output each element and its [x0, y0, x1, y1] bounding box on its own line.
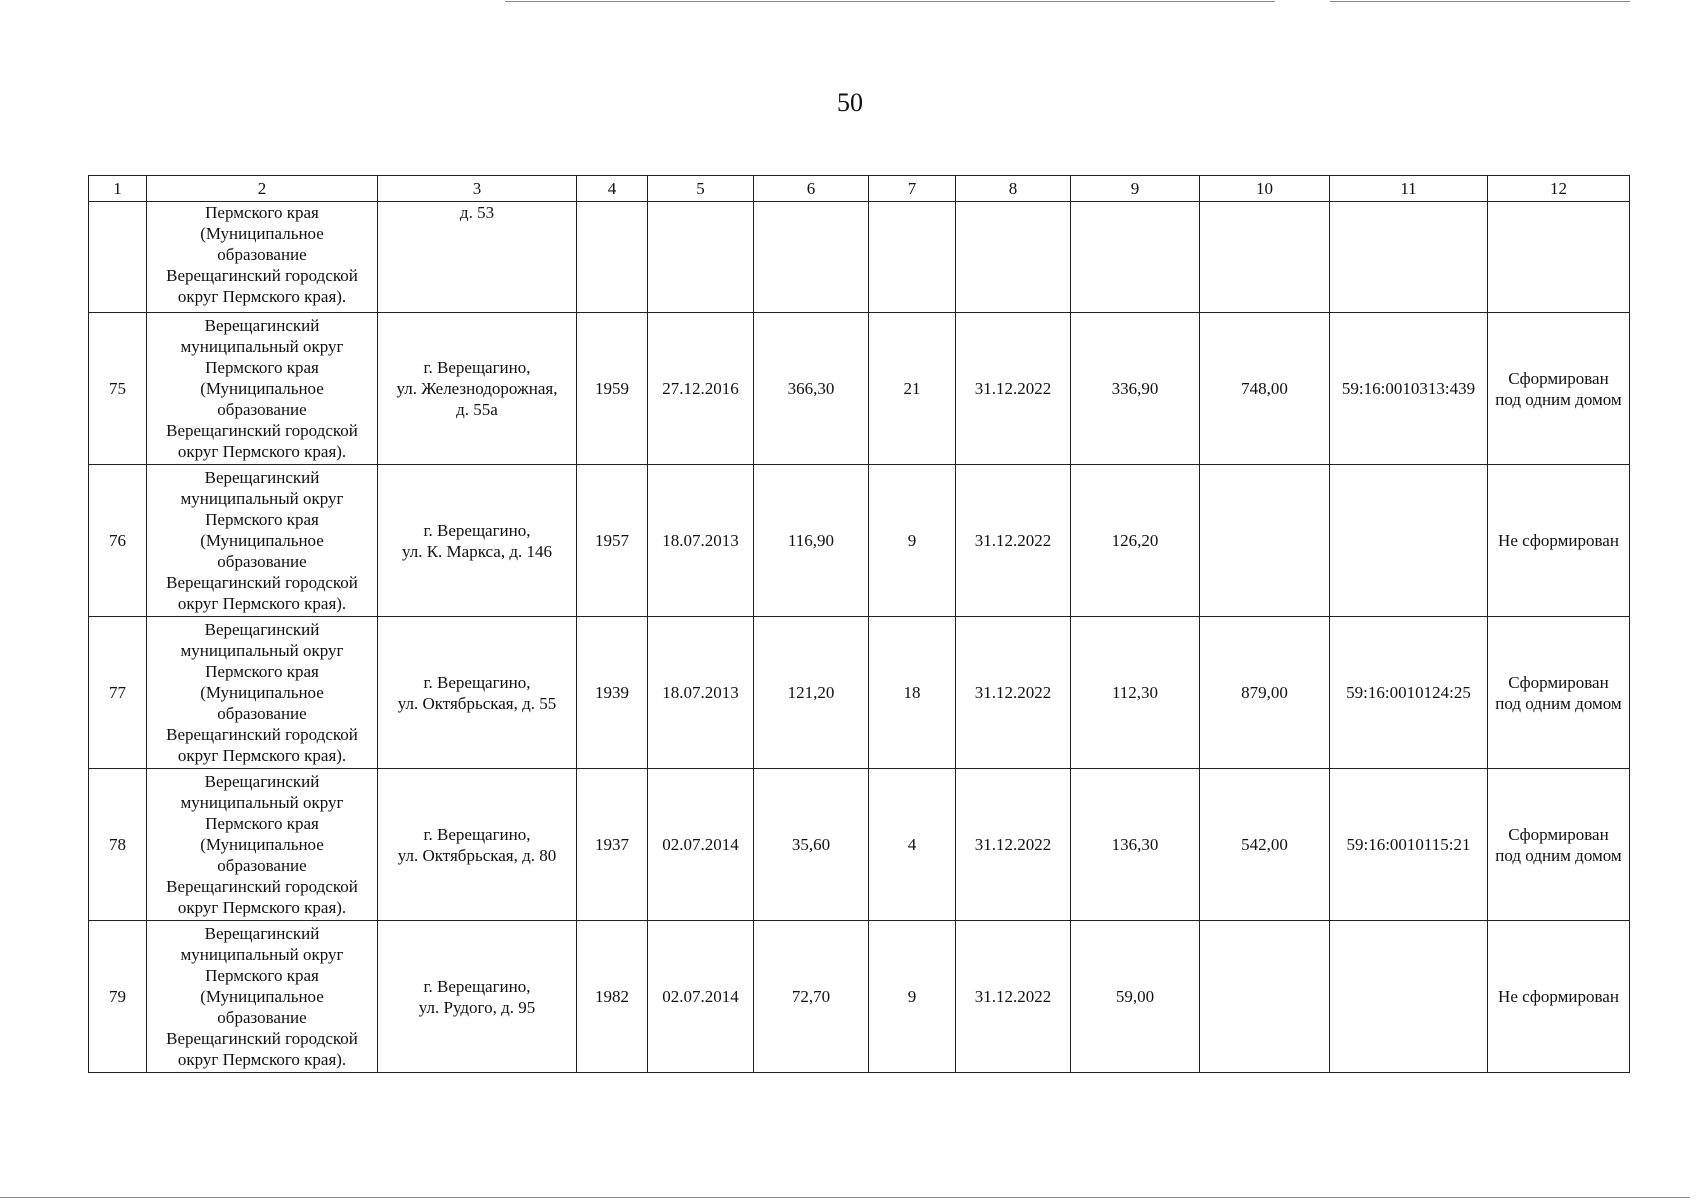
municipality-cell-line: Пермского края [205, 510, 319, 529]
row-number-cell: 79 [89, 921, 147, 1073]
address-cell-line: д. 53 [459, 203, 495, 222]
residents-cell: 9 [869, 465, 956, 617]
year-built-cell: 1937 [577, 769, 648, 921]
area-value-cell: 136,30 [1071, 769, 1200, 921]
cadastral-number-cell: 59:16:0010313:439 [1330, 313, 1488, 465]
cadastral-number-cell: 59:16:0010124:25 [1330, 617, 1488, 769]
address-cell [378, 313, 577, 465]
date-cell: 02.07.2014 [648, 921, 754, 1073]
land-area-cell [1200, 465, 1330, 617]
municipality-cell-line: муниципальный округ [180, 337, 344, 356]
municipality-cell [147, 769, 378, 921]
column-number-6: 6 [754, 176, 869, 202]
municipality-cell-line: муниципальный округ [180, 793, 344, 812]
year-built-cell: 1982 [577, 921, 648, 1073]
municipality-cell-line: муниципальный округ [180, 489, 344, 508]
area-value-cell: 59,00 [1071, 921, 1200, 1073]
municipality-cell-line: Верещагинский городской [166, 1029, 358, 1048]
municipality-cell-line: образование [217, 245, 307, 264]
municipality-cell-line: Верещагинский [204, 316, 320, 335]
municipality-cell-line: Верещагинский городской [166, 266, 358, 285]
row-number-cell: 75 [89, 313, 147, 465]
address-cell-line: ул. К. Маркса, д. 146 [401, 541, 553, 561]
address-cell-line: ул. Октябрьская, д. 55 [397, 693, 557, 713]
column-number-7: 7 [869, 176, 956, 202]
cadastral-number-cell [1330, 921, 1488, 1073]
municipality-cell-line: округ Пермского края). [177, 594, 347, 613]
date-cell: 02.07.2014 [648, 769, 754, 921]
address-cell-line: ул. Рудого, д. 95 [418, 997, 536, 1017]
column-number-9: 9 [1071, 176, 1200, 202]
registry-table [88, 175, 1630, 1073]
column-number-row [89, 176, 1630, 202]
municipality-cell-line: муниципальный округ [180, 945, 344, 964]
address-cell [378, 769, 577, 921]
land-area-cell [1200, 202, 1330, 313]
land-area-cell [1200, 921, 1330, 1073]
land-status-cell [1488, 921, 1630, 1073]
deadline-cell [956, 202, 1071, 313]
area-cell: 366,30 [754, 313, 869, 465]
address-cell [378, 465, 577, 617]
municipality-cell-line: Верещагинский [204, 620, 320, 639]
area-value-cell: 112,30 [1071, 617, 1200, 769]
column-number-2: 2 [147, 176, 378, 202]
area-value-cell: 336,90 [1071, 313, 1200, 465]
municipality-cell-line: Верещагинский городской [166, 421, 358, 440]
column-number-4: 4 [577, 176, 648, 202]
area-cell [754, 202, 869, 313]
address-cell [378, 921, 577, 1073]
municipality-cell-line: Пермского края [205, 966, 319, 985]
municipality-cell-line: Верещагинский [204, 468, 320, 487]
municipality-cell-line: (Муниципальное [200, 531, 324, 550]
row-number-cell: 78 [89, 769, 147, 921]
municipality-cell-line: Пермского края [205, 203, 319, 222]
table-row [89, 465, 1630, 617]
municipality-cell-line: Пермского края [205, 814, 319, 833]
land-area-cell: 748,00 [1200, 313, 1330, 465]
address-cell-line: г. Верещагино, [423, 358, 531, 377]
municipality-cell [147, 921, 378, 1073]
continued-table-row [89, 202, 1630, 313]
municipality-cell-line: образование [217, 552, 307, 571]
table-row [89, 921, 1630, 1073]
date-cell: 18.07.2013 [648, 617, 754, 769]
area-cell: 121,20 [754, 617, 869, 769]
cadastral-number-cell [1330, 202, 1488, 313]
land-status-cell [1488, 313, 1630, 465]
land-status-cell-line: Сформирован [1508, 824, 1609, 844]
deadline-cell: 31.12.2022 [956, 465, 1071, 617]
area-value-cell [1071, 202, 1200, 313]
address-cell-line: г. Верещагино, [423, 520, 531, 540]
residents-cell [869, 202, 956, 313]
date-cell: 27.12.2016 [648, 313, 754, 465]
municipality-cell-line: (Муниципальное [200, 379, 324, 398]
municipality-cell-line: образование [217, 400, 307, 419]
land-status-cell-line: Не сформирован [1498, 987, 1619, 1006]
municipality-cell-line: округ Пермского края). [177, 442, 347, 461]
residents-cell: 4 [869, 769, 956, 921]
municipality-cell [147, 465, 378, 617]
table-row [89, 769, 1630, 921]
deadline-cell: 31.12.2022 [956, 769, 1071, 921]
column-number-1: 1 [89, 176, 147, 202]
year-built-cell: 1957 [577, 465, 648, 617]
municipality-cell-line: образование [217, 856, 307, 875]
residents-cell: 21 [869, 313, 956, 465]
area-cell: 116,90 [754, 465, 869, 617]
address-cell-line: ул. Октябрьская, д. 80 [397, 845, 557, 865]
column-number-10: 10 [1200, 176, 1330, 202]
column-number-8: 8 [956, 176, 1071, 202]
municipality-cell-line: (Муниципальное [200, 224, 324, 243]
column-number-3: 3 [378, 176, 577, 202]
municipality-cell-line: образование [217, 704, 307, 723]
municipality-cell-line: округ Пермского края). [177, 898, 347, 917]
address-cell-line: д. 55а [456, 400, 498, 419]
date-cell [648, 202, 754, 313]
land-status-cell [1488, 202, 1630, 313]
municipality-cell [147, 313, 378, 465]
address-cell-line: ул. Железнодорожная, [396, 379, 558, 398]
row-number-cell [89, 202, 147, 313]
land-area-cell: 879,00 [1200, 617, 1330, 769]
municipality-cell-line: округ Пермского края). [177, 1050, 347, 1069]
municipality-cell-line: муниципальный округ [180, 641, 344, 660]
deadline-cell: 31.12.2022 [956, 313, 1071, 465]
address-cell-line: г. Верещагино, [423, 824, 531, 844]
table-row [89, 313, 1630, 465]
municipality-cell-line: (Муниципальное [200, 987, 324, 1006]
municipality-cell-line: Верещагинский городской [166, 573, 358, 592]
land-area-cell: 542,00 [1200, 769, 1330, 921]
row-number-cell: 77 [89, 617, 147, 769]
municipality-cell-line: Пермского края [205, 662, 319, 681]
area-cell: 72,70 [754, 921, 869, 1073]
municipality-cell [147, 202, 378, 313]
municipality-cell-line: округ Пермского края). [177, 287, 347, 306]
address-cell [378, 202, 577, 313]
scan-edge-line [1330, 1, 1630, 2]
land-status-cell-line: под одним домом [1495, 693, 1622, 713]
land-status-cell [1488, 617, 1630, 769]
cadastral-number-cell [1330, 465, 1488, 617]
table-row [89, 617, 1630, 769]
cadastral-number-cell: 59:16:0010115:21 [1330, 769, 1488, 921]
column-number-12: 12 [1488, 176, 1630, 202]
municipality-cell-line: Верещагинский [204, 772, 320, 791]
land-status-cell-line: под одним домом [1495, 845, 1622, 865]
area-value-cell: 126,20 [1071, 465, 1200, 617]
land-status-cell [1488, 769, 1630, 921]
column-number-5: 5 [648, 176, 754, 202]
municipality-cell-line: Верещагинский [204, 924, 320, 943]
date-cell: 18.07.2013 [648, 465, 754, 617]
scan-edge-line [0, 1197, 1690, 1198]
address-cell [378, 617, 577, 769]
land-status-cell-line: Сформирован [1508, 368, 1609, 388]
address-cell-line: г. Верещагино, [423, 672, 531, 692]
municipality-cell-line: (Муниципальное [200, 683, 324, 702]
deadline-cell: 31.12.2022 [956, 617, 1071, 769]
address-cell-line: г. Верещагино, [423, 976, 531, 996]
deadline-cell: 31.12.2022 [956, 921, 1071, 1073]
residents-cell: 18 [869, 617, 956, 769]
year-built-cell [577, 202, 648, 313]
municipality-cell-line: округ Пермского края). [177, 746, 347, 765]
column-number-11: 11 [1330, 176, 1488, 202]
area-cell: 35,60 [754, 769, 869, 921]
municipality-cell-line: Верещагинский городской [166, 725, 358, 744]
page-number: 50 [837, 88, 863, 117]
municipality-cell-line: Верещагинский городской [166, 877, 358, 896]
municipality-cell-line: Пермского края [205, 358, 319, 377]
municipality-cell [147, 617, 378, 769]
scan-edge-line [505, 1, 1275, 2]
municipality-cell-line: образование [217, 1008, 307, 1027]
year-built-cell: 1939 [577, 617, 648, 769]
land-status-cell-line: Не сформирован [1498, 531, 1619, 550]
municipality-cell-line: (Муниципальное [200, 835, 324, 854]
row-number-cell: 76 [89, 465, 147, 617]
land-status-cell-line: Сформирован [1508, 672, 1609, 692]
land-status-cell-line: под одним домом [1495, 389, 1622, 409]
year-built-cell: 1959 [577, 313, 648, 465]
land-status-cell [1488, 465, 1630, 617]
residents-cell: 9 [869, 921, 956, 1073]
